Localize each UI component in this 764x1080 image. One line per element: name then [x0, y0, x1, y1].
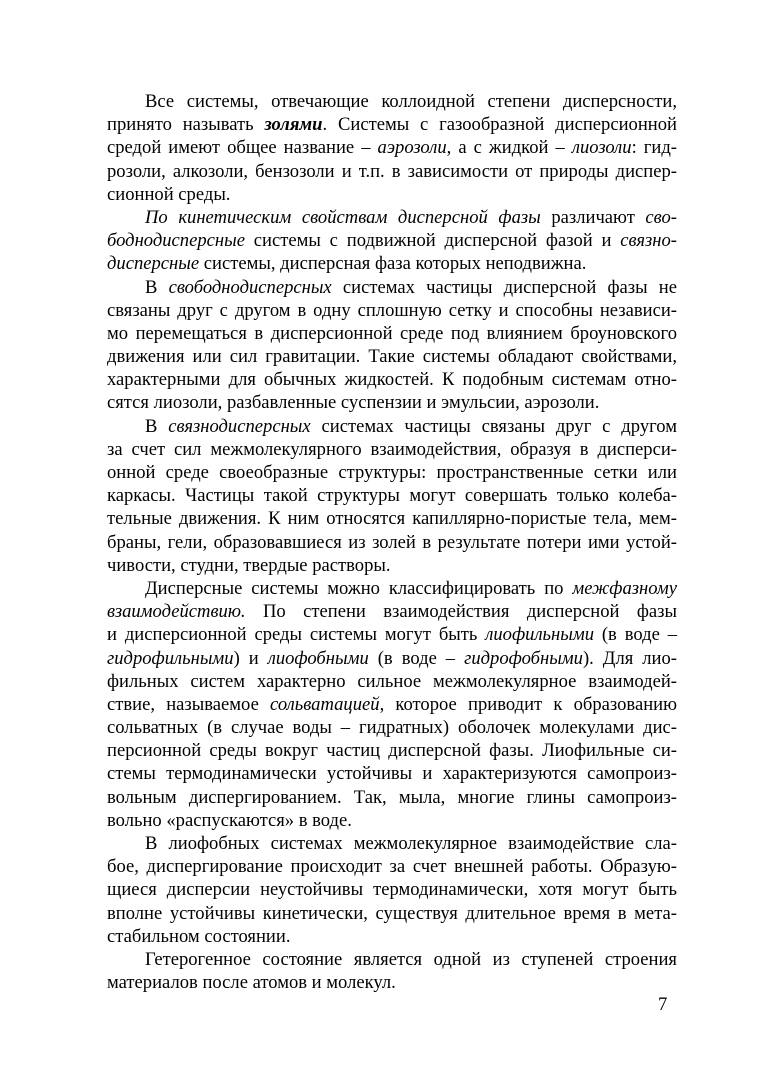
text-run: бое, диспергирование происходит за счет внешней работы. Образую- — [107, 856, 677, 878]
text-run: ствие, называемое — [107, 693, 271, 715]
text-run: В — [145, 415, 169, 437]
text-line — [107, 368, 677, 391]
text-run: персионной среды вокруг частиц дисперсной фазы. Лиофильные си- — [107, 740, 677, 762]
text-line — [107, 322, 677, 345]
emphasized-term: золями — [264, 114, 323, 136]
text-line — [107, 507, 677, 530]
emphasized-term: свободнодисперсных — [168, 276, 332, 298]
text-line — [107, 902, 677, 925]
paragraph-6 — [107, 832, 677, 948]
text-line — [107, 623, 677, 646]
text-line — [107, 438, 677, 461]
text-run: , а с жидкой – — [446, 137, 572, 159]
text-run: принято называть — [107, 114, 265, 136]
emphasized-term: боднодисперсные — [107, 230, 245, 252]
text-line — [107, 809, 677, 832]
text-run: . Системы с газообразной дисперсионной — [322, 114, 677, 136]
text-run: : гид- — [631, 137, 677, 159]
text-run: , которое приводит к образованию — [379, 693, 677, 715]
text-line — [107, 183, 677, 206]
text-run: розоли, алкозоли, бензозоли и т.п. в зависимости от природы диспер- — [107, 160, 677, 182]
emphasized-term: сольватацией — [270, 693, 380, 715]
text-line — [107, 345, 677, 368]
text-run: В — [145, 276, 169, 298]
text-line — [107, 878, 677, 901]
paragraph-5 — [107, 577, 677, 832]
text-line — [107, 971, 677, 994]
text-run: системы с подвижной дисперсной фазой и — [244, 230, 621, 252]
text-line — [107, 484, 677, 507]
paragraph-2 — [107, 206, 677, 276]
text-run: за счет сил межмолекулярного взаимодействия, образуя в дисперси- — [107, 438, 677, 460]
text-run: вольным диспергированием. Так, мыла, многие глины самопроиз- — [107, 786, 677, 808]
text-run: каркасы. Частицы такой структуры могут совершать только колеба- — [107, 485, 677, 507]
emphasized-term: межфазному — [572, 577, 677, 599]
text-line — [107, 647, 677, 670]
emphasized-term: взаимодействию. — [107, 601, 246, 623]
text-run: связаны друг с другом в одну сплошную сетку и способны независи- — [107, 299, 677, 321]
text-line — [107, 925, 677, 948]
text-run: средой имеют общее название – — [107, 137, 378, 159]
emphasized-term: связно- — [620, 230, 677, 252]
text-line — [107, 577, 677, 600]
text-run: системы, дисперсная фаза которых неподвижна. — [199, 253, 587, 275]
text-run: вольно «распускаются» в воде. — [107, 809, 352, 831]
text-run: сольватных (в случае воды – гидратных) оболочек молекулами дис- — [107, 717, 677, 739]
text-line — [107, 531, 677, 554]
text-line — [107, 229, 677, 252]
text-run: Дисперсные системы можно классифицировать по — [145, 577, 573, 599]
text-run: движения или сил гравитации. Такие системы обладают свойствами, — [107, 346, 677, 368]
paragraph-1 — [107, 90, 677, 206]
text-line — [107, 716, 677, 739]
text-run: (в воде – — [594, 624, 677, 646]
text-run: щиеся дисперсии неустойчивы термодинамически, хотя могут быть — [107, 879, 677, 901]
emphasized-term: аэрозоли — [377, 137, 447, 159]
text-line — [107, 276, 677, 299]
text-line — [107, 948, 677, 971]
text-run: мо перемещаться в дисперсионной среде под влиянием броуновского — [107, 322, 677, 344]
text-run: сятся лиозоли, разбавленные суспензии и эмульсии, аэрозоли. — [107, 392, 600, 414]
text-line — [107, 600, 677, 623]
text-line — [107, 762, 677, 785]
text-line — [107, 832, 677, 855]
text-line — [107, 136, 677, 159]
text-line — [107, 670, 677, 693]
text-line — [107, 461, 677, 484]
text-run: системах частицы дисперсной фазы не — [331, 276, 677, 298]
text-run: стемы термодинамически устойчивы и характеризуются самопроиз- — [107, 763, 677, 785]
text-line — [107, 739, 677, 762]
text-run: ) и — [233, 647, 268, 669]
text-run: характерными для обычных жидкостей. К подобным системам отно- — [107, 369, 677, 391]
text-line — [107, 90, 677, 113]
text-run: различают — [540, 206, 646, 228]
text-run: Гетерогенное состояние является одной из ступеней строения — [145, 948, 677, 970]
text-run: тельные движения. К ним относятся капиллярно-пористые тела, мем- — [107, 508, 677, 530]
text-run: Все системы, отвечающие коллоидной степени дисперсности, — [145, 91, 677, 112]
text-line — [107, 786, 677, 809]
page-number: 7 — [658, 994, 668, 1015]
text-run: браны, гели, образовавшиеся из золей в результате потери ими устой- — [107, 531, 677, 553]
text-line — [107, 113, 677, 136]
text-line — [107, 415, 677, 438]
paragraph-7 — [107, 948, 677, 994]
emphasized-term: гидрофильными — [107, 647, 234, 669]
text-run: онной среде своеобразные структуры: пространственные сетки или — [107, 462, 677, 483]
paragraph-3 — [107, 276, 677, 415]
text-line — [107, 391, 677, 414]
text-line — [107, 554, 677, 577]
text-run: По степени взаимодействия дисперсной фазы — [245, 601, 677, 623]
text-run: В лиофобных системах межмолекулярное взаимодействие сла- — [145, 833, 677, 854]
text-run: и дисперсионной среды системы могут быть — [107, 624, 486, 646]
emphasized-term: дисперсные — [107, 253, 200, 275]
emphasized-term: лиофобными — [267, 647, 369, 669]
text-line — [107, 160, 677, 183]
emphasized-term: лиозоли — [571, 137, 632, 159]
emphasized-term: По кинетическим свойствам дисперсной фазы — [145, 206, 541, 228]
text-run: чивости, студни, твердые растворы. — [107, 554, 391, 576]
text-line — [107, 855, 677, 878]
text-run: фильных систем характерно сильное межмолекулярное взаимодей- — [107, 670, 677, 692]
text-line — [107, 693, 677, 716]
text-run: (в воде – — [368, 647, 465, 669]
text-run: материалов после атомов и молекул. — [107, 972, 396, 994]
emphasized-term: сво- — [645, 206, 677, 228]
body-text — [107, 90, 677, 994]
paragraph-4 — [107, 415, 677, 577]
emphasized-term: гидрофобными — [464, 647, 583, 669]
emphasized-term: лиофильными — [485, 624, 594, 646]
text-line — [107, 299, 677, 322]
text-run: вполне устойчивы кинетически, существуя длительное время в мета- — [107, 902, 677, 924]
emphasized-term: связнодисперсных — [168, 415, 311, 437]
text-run: сионной среды. — [107, 183, 231, 205]
text-line — [107, 252, 677, 275]
text-line — [107, 206, 677, 229]
text-run: системах частицы связаны друг с другом — [310, 415, 677, 437]
text-run: ). Для лио- — [582, 647, 677, 669]
text-run: стабильном состоянии. — [107, 925, 291, 947]
